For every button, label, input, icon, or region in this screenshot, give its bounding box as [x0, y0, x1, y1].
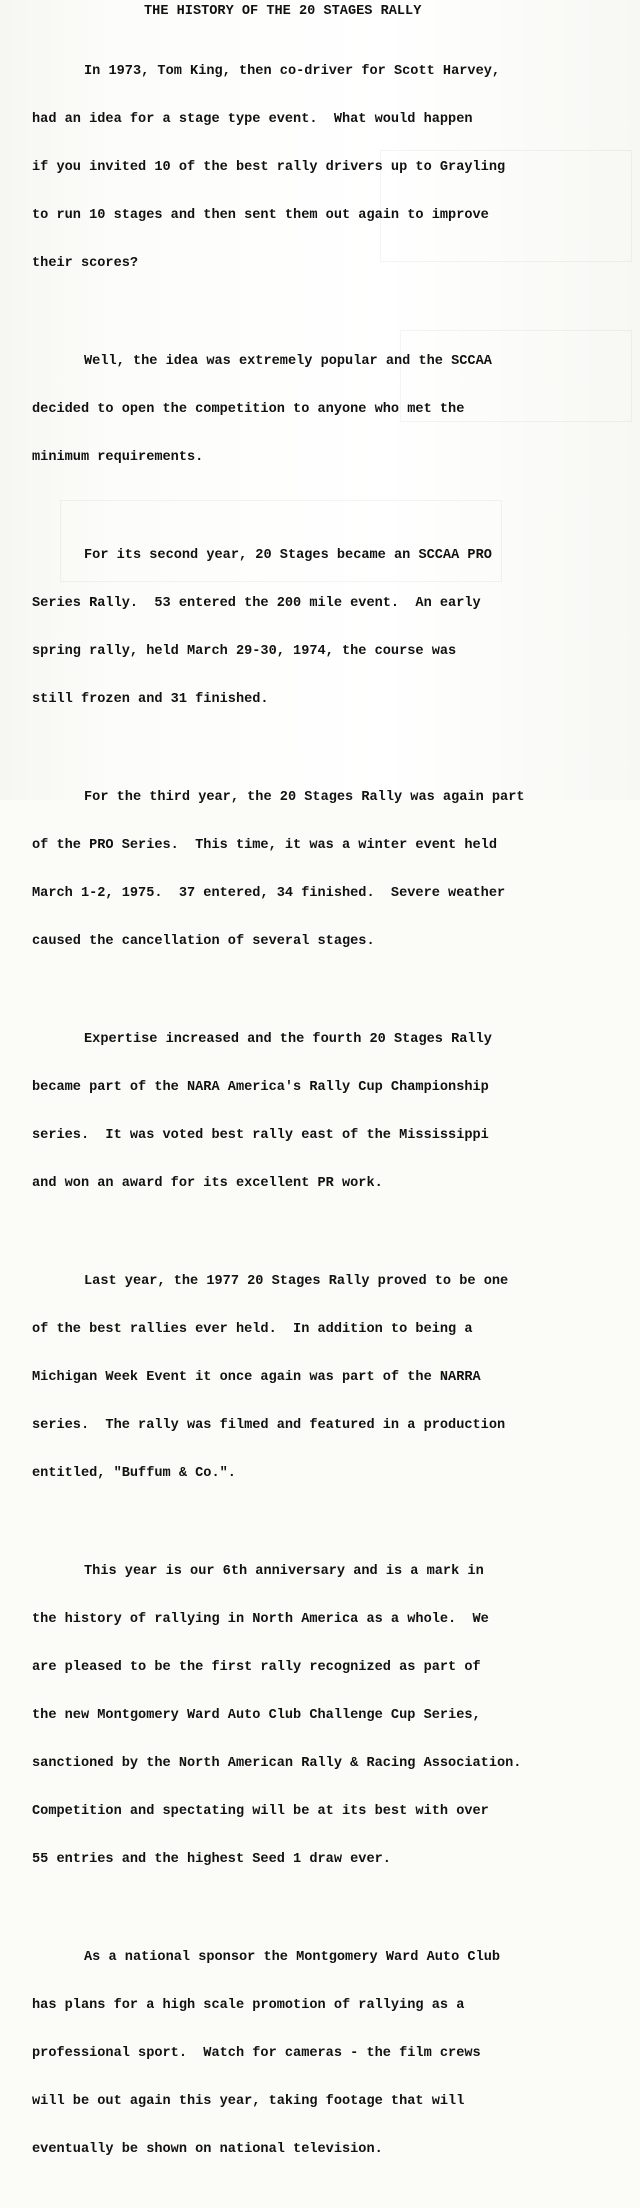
paragraph-second-year [32, 516, 632, 740]
text-line: In 1973, Tom King, then co-driver for Scott Harvey, [84, 64, 501, 79]
text-line: 55 entries and the highest Seed 1 draw ever. [32, 1852, 391, 1867]
paragraph-last-year [32, 1242, 632, 1514]
paragraph-anniversary [32, 1532, 632, 1900]
text-line: For its second year, 20 Stages became an SCCAA PRO [84, 548, 492, 563]
text-line: caused the cancellation of several stages. [32, 934, 375, 949]
text-line: their scores? [32, 256, 139, 271]
text-line: Competition and spectating will be at its best with over [32, 1804, 489, 1819]
text-line: had an idea for a stage type event. What would happen [32, 112, 473, 127]
text-line: sanctioned by the North American Rally & Racing Association. [32, 1756, 522, 1771]
text-line: spring rally, held March 29-30, 1974, the course was [32, 644, 457, 659]
article-title: THE HISTORY OF THE 20 STAGES RALLY [144, 4, 422, 19]
text-line: became part of the NARA America's Rally Cup Championship [32, 1080, 489, 1095]
text-line: professional sport. Watch for cameras - the film crews [32, 2046, 481, 2061]
text-line: Expertise increased and the fourth 20 Stages Rally [84, 1032, 492, 1047]
paragraph-fourth-year [32, 1000, 632, 1224]
text-line: will be out again this year, taking footage that will [32, 2094, 465, 2109]
text-line: Well, the idea was extremely popular and the SCCAA [84, 354, 492, 369]
text-line: the new Montgomery Ward Auto Club Challenge Cup Series, [32, 1708, 481, 1723]
text-line: series. The rally was filmed and featured in a production [32, 1418, 506, 1433]
text-line: Last year, the 1977 20 Stages Rally proved to be one [84, 1274, 509, 1289]
text-line: As a national sponsor the Montgomery Ward Auto Club [84, 1950, 501, 1965]
paragraph-origin [32, 32, 632, 304]
text-line: of the PRO Series. This time, it was a winter event held [32, 838, 497, 853]
text-line: are pleased to be the first rally recognized as part of [32, 1660, 481, 1675]
text-line: still frozen and 31 finished. [32, 692, 269, 707]
text-line: This year is our 6th anniversary and is a mark in [84, 1564, 484, 1579]
text-line: eventually be shown on national television. [32, 2142, 383, 2157]
text-line: series. It was voted best rally east of the Mississippi [32, 1128, 489, 1143]
text-line: Michigan Week Event it once again was part of the NARRA [32, 1370, 481, 1385]
text-line: has plans for a high scale promotion of rallying as a [32, 1998, 465, 2013]
text-line: and won an award for its excellent PR work. [32, 1176, 383, 1191]
text-line: entitled, "Buffum & Co.". [32, 1466, 236, 1481]
text-line: Series Rally. 53 entered the 200 mile event. An early [32, 596, 481, 611]
article [32, 4, 632, 2208]
text-line: of the best rallies ever held. In addition to being a [32, 1322, 473, 1337]
text-line: decided to open the competition to anyone who met the [32, 402, 465, 417]
text-line: minimum requirements. [32, 450, 204, 465]
text-line: to run 10 stages and then sent them out again to improve [32, 208, 489, 223]
text-line: if you invited 10 of the best rally drivers up to Grayling [32, 160, 506, 175]
text-line: For the third year, the 20 Stages Rally was again part [84, 790, 525, 805]
paragraph-third-year [32, 758, 632, 982]
paragraph-popularity [32, 322, 632, 498]
text-line: March 1-2, 1975. 37 entered, 34 finished. Severe weather [32, 886, 506, 901]
text-line: the history of rallying in North America as a whole. We [32, 1612, 489, 1627]
paragraph-sponsor [32, 1918, 632, 2190]
